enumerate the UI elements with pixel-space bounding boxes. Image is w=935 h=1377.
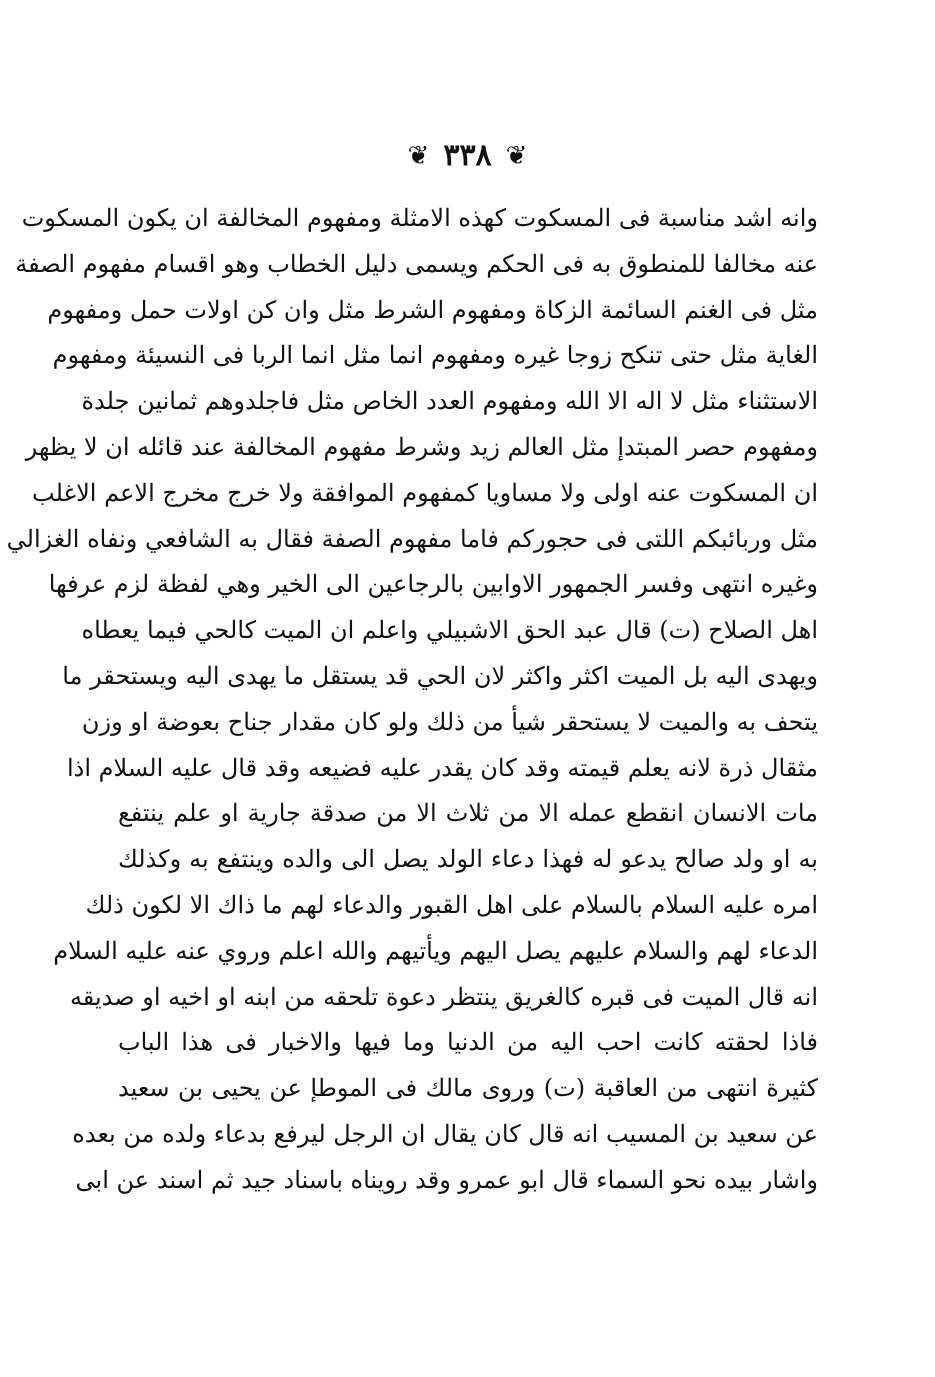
text-line: امره عليه السلام بالسلام على اهل القبور والدعاء لهم ما ذاك الا لكون ذلك (85, 890, 818, 919)
text-line: عن سعيد بن المسيب انه قال كان يقال ان الرجل ليرفع بدعاء ولده من بعده (72, 1119, 818, 1148)
text-line: مثل فى الغنم السائمة الزكاة ومفهوم الشرط مثل وان كن اولات حمل ومفهوم (47, 295, 818, 324)
text-line: مثقال ذرة لانه يعلم قيمته وقد كان يقدر عليه فضيعه وقد قال عليه السلام اذا (67, 753, 818, 782)
body-text (6, 196, 818, 1204)
text-line: ان المسكوت عنه اولى ولا مساويا كمفهوم الموافقة ولا خرج مخرج الاعم الاغلب (32, 478, 818, 507)
text-line: كثيرة انتهى من العاقبة (ت) وروى مالك فى الموطإ عن يحيى بن سعيد (118, 1074, 818, 1103)
text-line: عنه مخالفا للمنطوق به فى الحكم ويسمى دليل الخطاب وهو اقسام مفهوم الصفة (15, 249, 818, 278)
text-line: مات الانسان انقطع عمله الا من ثلاث الا من صدقة جارية او علم ينتفع (118, 799, 818, 828)
text-line: اهل الصلاح (ت) قال عبد الحق الاشبيلي واعلم ان الميت كالحي فيما يعطاه (81, 616, 818, 645)
text-line: انه قال الميت فى قبره كالغريق ينتظر دعوة تلحقه من ابنه او اخيه او صديقه (69, 982, 818, 1011)
left-ornament-icon: ❦ (407, 141, 430, 171)
text-line: به او ولد صالح يدعو له فهذا دعاء الولد يصل الى والده وينتفع به وكذلك (118, 845, 818, 874)
text-line: الغاية مثل حتى تنكح زوجا غيره ومفهوم انما مثل انما الربا فى النسيئة ومفهوم (52, 341, 818, 370)
text-line: مثل وربائبكم اللتى فى حجوركم فاما مفهوم الصفة فقال به الشافعي ونفاه الغزالي (6, 524, 818, 553)
text-line: فاذا لحقته كانت احب اليه من الدنيا وما فيها والاخبار فى هذا الباب (118, 1028, 818, 1057)
page-number: ٣٣٨ (443, 138, 492, 173)
text-line: الاستثناء مثل لا اله الا الله ومفهوم العدد الخاص مثل فاجلدوهم ثمانين جلدة (81, 387, 818, 416)
text-line: ومفهوم حصر المبتدإ مثل العالم زيد وشرط مفهوم المخالفة عند قائله ان لا يظهر (25, 432, 818, 461)
text-line: وانه اشد مناسبة فى المسكوت كهذه الامثلة ومفهوم المخالفة ان يكون المسكوت (21, 204, 818, 232)
text-line: يتحف به والميت لا يستحقر شيأ من ذلك ولو كان مقدار جناح بعوضة او وزن (81, 707, 818, 736)
right-ornament-icon: ❦ (505, 141, 528, 171)
text-line: واشار بيده نحو السماء قال ابو عمرو وقد رويناه باسناد جيد ثم اسند عن ابى (75, 1165, 818, 1194)
text-line: وغيره انتهى وفسر الجمهور الاوابين بالرجاعين الى الخير وهي لفظة لزم عرفها (48, 570, 818, 599)
text-line: الدعاء لهم والسلام عليهم يصل اليهم ويأتيهم والله اعلم وروي عنه عليه السلام (53, 936, 818, 965)
page-header (0, 132, 935, 180)
text-line: ويهدى اليه بل الميت اكثر واكثر لان الحي قد يستقل ما يهدى اليه ويستحقر ما (62, 661, 818, 690)
